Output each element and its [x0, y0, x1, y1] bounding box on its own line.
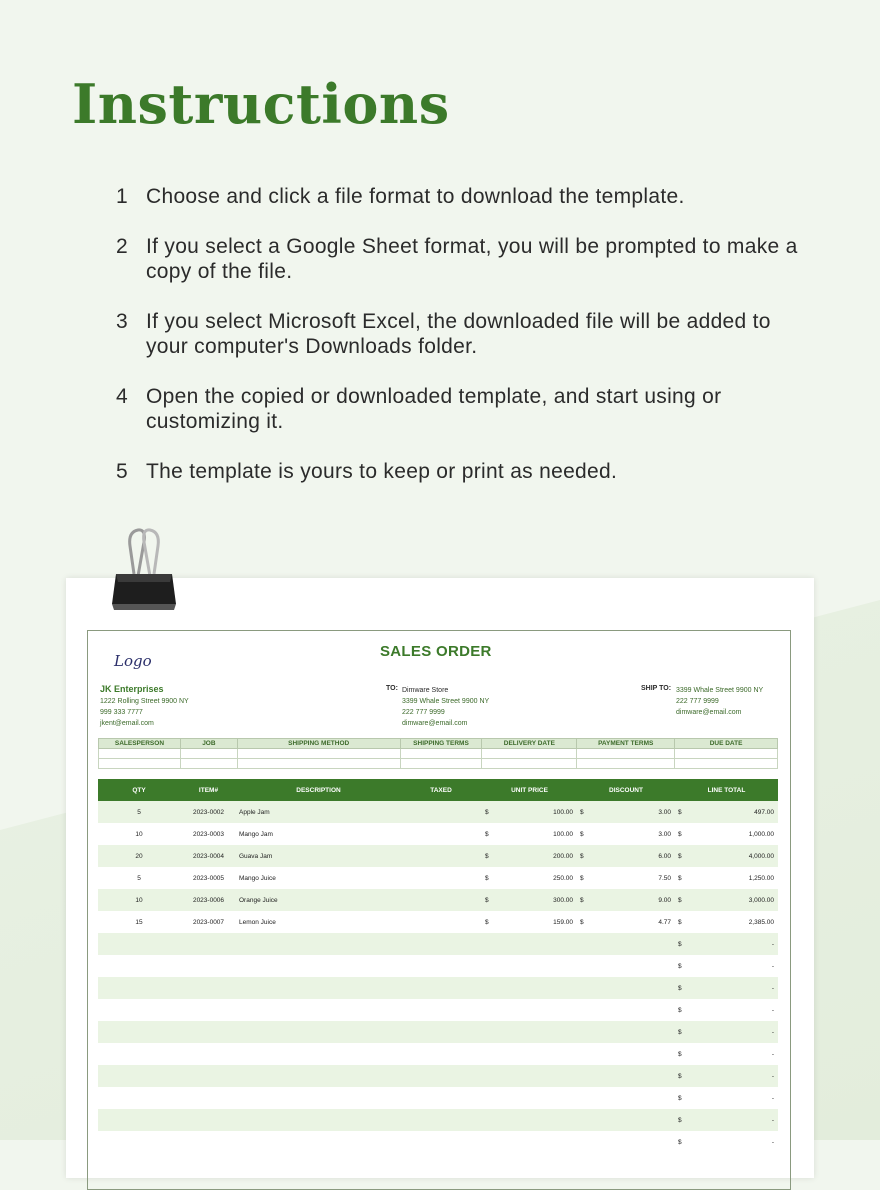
info-header: SALESPERSON: [99, 739, 181, 749]
line-total-cell: -: [771, 962, 774, 970]
item-number-cell: 2023-0005: [192, 874, 225, 882]
step-text: The template is yours to keep or print as needed.: [146, 460, 618, 483]
info-cell[interactable]: [237, 749, 400, 759]
info-header: PAYMENT TERMS: [577, 739, 675, 749]
ship-to-label: SHIP TO:: [641, 685, 672, 692]
info-cell[interactable]: [99, 749, 181, 759]
step-number: 4: [116, 385, 128, 408]
currency-symbol: $: [675, 1065, 687, 1087]
description-cell: Guava Jam: [237, 845, 400, 867]
taxed-cell: [400, 845, 482, 867]
taxed-cell: [400, 801, 482, 823]
table-row[interactable]: [98, 801, 778, 823]
instruction-step: [116, 459, 816, 484]
discount-cell: 3.00: [589, 801, 675, 823]
table-row[interactable]: [98, 1065, 778, 1087]
line-total-cell: -: [687, 933, 778, 955]
currency-symbol: $: [485, 918, 489, 926]
info-cell[interactable]: [675, 759, 778, 769]
step-number: 1: [116, 185, 128, 208]
order-info-table: [98, 738, 778, 769]
to-phone: 222 777 9999: [402, 709, 445, 716]
currency-symbol: $: [675, 1021, 687, 1043]
currency-symbol: $: [485, 874, 489, 882]
step-text: Open the copied or downloaded template, and start using or customizing it.: [146, 385, 722, 433]
info-header: JOB: [180, 739, 237, 749]
discount-cell: 4.77: [658, 918, 671, 926]
line-total-cell: -: [687, 1065, 778, 1087]
item-number-cell: 2023-0004: [180, 845, 237, 867]
line-total-cell: 3,000.00: [687, 889, 778, 911]
currency-symbol: $: [482, 845, 494, 867]
items-header: TAXED: [400, 779, 482, 801]
currency-symbol: $: [482, 801, 494, 823]
to-name: Dimware Store: [402, 687, 449, 694]
info-header: DUE DATE: [675, 739, 778, 749]
line-total-cell: -: [771, 1006, 774, 1014]
currency-symbol: $: [678, 1006, 682, 1014]
items-header: LINE TOTAL: [675, 779, 778, 801]
instruction-step: [116, 384, 816, 434]
table-row[interactable]: [98, 1131, 778, 1153]
currency-symbol: $: [678, 918, 682, 926]
ship-to-phone: 222 777 9999: [676, 698, 719, 705]
qty-cell: 15: [135, 918, 143, 926]
info-cell[interactable]: [577, 749, 675, 759]
step-text: If you select Microsoft Excel, the downloaded file will be added to your computer's Downloads folder.: [146, 310, 771, 358]
currency-symbol: $: [580, 918, 584, 926]
info-cell[interactable]: [180, 749, 237, 759]
sales-order-title: SALES ORDER: [380, 643, 492, 660]
description-cell: Mango Jam: [239, 830, 273, 838]
currency-symbol: $: [577, 845, 589, 867]
discount-cell: 3.00: [658, 830, 671, 838]
table-row[interactable]: [98, 933, 778, 955]
page-title: Instructions: [72, 72, 450, 136]
discount-cell: 7.50: [658, 874, 671, 882]
taxed-cell: [400, 823, 482, 845]
table-row[interactable]: [98, 1043, 778, 1065]
line-total-cell: -: [771, 1050, 774, 1058]
currency-symbol: $: [675, 1109, 687, 1131]
currency-symbol: $: [675, 801, 687, 823]
binder-clip-icon: [108, 526, 180, 612]
description-cell: Lemon Juice: [239, 918, 276, 926]
ship-to-address: 3399 Whale Street 9900 NY: [676, 687, 764, 694]
line-total-cell: 4,000.00: [687, 845, 778, 867]
currency-symbol: $: [580, 830, 584, 838]
qty-cell: 10: [135, 830, 143, 838]
line-total-cell: 497.00: [687, 801, 778, 823]
line-total-cell: -: [771, 1094, 774, 1102]
table-row[interactable]: [98, 955, 778, 977]
unit-price-cell: 159.00: [553, 918, 573, 926]
table-row[interactable]: [98, 845, 778, 867]
items-header: DESCRIPTION: [237, 779, 400, 801]
currency-symbol: $: [675, 889, 687, 911]
unit-price-cell: 100.00: [553, 830, 573, 838]
company-logo: Logo: [114, 652, 152, 670]
table-row[interactable]: [98, 889, 778, 911]
line-total-cell: -: [771, 1138, 774, 1146]
description-cell: Orange Juice: [237, 889, 400, 911]
info-header: DELIVERY DATE: [482, 739, 577, 749]
table-row[interactable]: [98, 911, 778, 933]
line-total-cell: -: [687, 1109, 778, 1131]
line-total-cell: 2,385.00: [748, 918, 774, 926]
currency-symbol: $: [678, 962, 682, 970]
table-row[interactable]: [98, 1087, 778, 1109]
item-number-cell: 2023-0003: [192, 830, 225, 838]
info-cell[interactable]: [237, 759, 400, 769]
unit-price-cell: 300.00: [494, 889, 577, 911]
currency-symbol: $: [577, 889, 589, 911]
taxed-cell: [400, 867, 482, 889]
to-address: 3399 Whale Street 9900 NY: [402, 698, 490, 705]
item-number-cell: 2023-0007: [192, 918, 225, 926]
instruction-step: [116, 309, 816, 359]
currency-symbol: $: [678, 1094, 682, 1102]
instruction-step: [116, 184, 816, 209]
item-number-cell: 2023-0002: [180, 801, 237, 823]
info-cell[interactable]: [675, 749, 778, 759]
discount-cell: 9.00: [589, 889, 675, 911]
qty-cell: 10: [98, 889, 180, 911]
step-number: 3: [116, 310, 128, 333]
currency-symbol: $: [678, 1050, 682, 1058]
currency-symbol: $: [678, 874, 682, 882]
info-cell[interactable]: [400, 759, 482, 769]
info-cell[interactable]: [99, 759, 181, 769]
qty-cell: 20: [98, 845, 180, 867]
currency-symbol: $: [485, 830, 489, 838]
instruction-step: [116, 234, 816, 284]
currency-symbol: $: [675, 933, 687, 955]
items-table: [98, 779, 778, 1153]
table-row[interactable]: [98, 999, 778, 1021]
info-header: SHIPPING METHOD: [237, 739, 400, 749]
taxed-cell: [400, 911, 482, 933]
unit-price-cell: 100.00: [494, 801, 577, 823]
ship-to-email: dimware@email.com: [676, 709, 742, 716]
to-label: TO:: [386, 685, 398, 692]
unit-price-cell: 200.00: [494, 845, 577, 867]
table-row[interactable]: [98, 823, 778, 845]
to-email: dimware@email.com: [402, 720, 468, 727]
info-cell[interactable]: [577, 759, 675, 769]
qty-cell: 5: [137, 874, 141, 882]
currency-symbol: $: [482, 889, 494, 911]
currency-symbol: $: [580, 874, 584, 882]
description-cell: Apple Jam: [237, 801, 400, 823]
instruction-list: [116, 184, 816, 509]
unit-price-cell: 250.00: [553, 874, 573, 882]
step-text: Choose and click a file format to download the template.: [146, 185, 685, 208]
currency-symbol: $: [577, 801, 589, 823]
step-text: If you select a Google Sheet format, you will be prompted to make a copy of the file.: [146, 235, 798, 283]
table-row[interactable]: [98, 977, 778, 999]
currency-symbol: $: [678, 1138, 682, 1146]
info-cell[interactable]: [180, 759, 237, 769]
company-email: jkent@email.com: [100, 720, 154, 727]
items-header: UNIT PRICE: [482, 779, 577, 801]
items-header: QTY: [98, 779, 180, 801]
currency-symbol: $: [675, 845, 687, 867]
qty-cell: 5: [98, 801, 180, 823]
company-name: JK Enterprises: [100, 684, 164, 694]
table-row[interactable]: [98, 1021, 778, 1043]
line-total-cell: -: [687, 1021, 778, 1043]
info-cell[interactable]: [400, 749, 482, 759]
info-cell[interactable]: [482, 749, 577, 759]
line-total-cell: 1,250.00: [748, 874, 774, 882]
taxed-cell: [400, 889, 482, 911]
step-number: 5: [116, 460, 128, 483]
currency-symbol: $: [675, 977, 687, 999]
company-block: [100, 684, 189, 729]
description-cell: Mango Juice: [239, 874, 276, 882]
items-header: ITEM#: [180, 779, 237, 801]
info-cell[interactable]: [482, 759, 577, 769]
table-row[interactable]: [98, 1109, 778, 1131]
currency-symbol: $: [678, 830, 682, 838]
item-number-cell: 2023-0006: [180, 889, 237, 911]
company-phone: 999 333 7777: [100, 709, 143, 716]
line-total-cell: 1,000.00: [748, 830, 774, 838]
step-number: 2: [116, 235, 128, 258]
items-header-row: [98, 779, 778, 801]
info-header: SHIPPING TERMS: [400, 739, 482, 749]
discount-cell: 6.00: [589, 845, 675, 867]
line-total-cell: -: [687, 977, 778, 999]
company-address: 1222 Rolling Street 9900 NY: [100, 698, 189, 705]
items-header: DISCOUNT: [577, 779, 675, 801]
table-row[interactable]: [98, 867, 778, 889]
